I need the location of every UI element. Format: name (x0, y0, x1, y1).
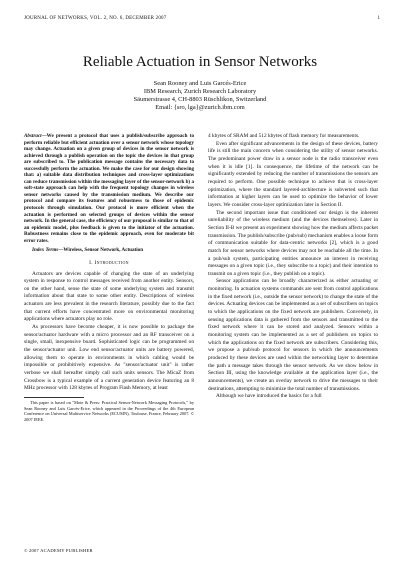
body-paragraph: Sensor applications can be broadly characterized as either actuating or monitoring. In actuation systems commands are sent from control applications in the fixed network (i.e., outside the sensor network) to change the state of the devices. Actuating devices can be implemented as a set of subscribers on topics to which the applications on the fixed network are publishers. Conversely, in sensing applications data is gathered from the sensors and transmitted to the fixed network where it can be stored and analyzed. Sensors within a monitoring system can be implemented as a set of publishers on topics to which the applications on the fixed network are subscribers. Considering this, we propose a pub/sub protocol for sensors in which the announcements produced by these devices are used within the networking layer to determine the path a message takes through the sensor network. As we show below in Section III, using the knowledge available at the application layer (i.e., the announcements), we create an overlay network to drive the messages to their destinations, attempting to minimize the total number of transmissions. (208, 278, 378, 392)
footnote: This paper is based on "Mote & Press: Practical Sensor-Network Messaging Protocols," by Sean Rooney and Luis Garcés-Erice, which appeared in the Proceedings of the 4th European Conference on Universal Multiservice Networks (ECUMN), Toulouse, France, February 2007. © 2007 IEEE. (24, 400, 194, 422)
section-heading-introduction: I. Introduction (89, 259, 129, 266)
author-email: Email: {sro, lga}@zurich.ibm.com (155, 104, 245, 111)
footnote-divider (24, 397, 84, 398)
body-paragraph: The second important issue that conditioned our design is the inherent unreliability of the wireless medium (and the devices themselves). Later in Section II-B we present an experiment showing how the medium affects packet transmission. The publish/subscribe (pub/sub) mechanism enables a loose form of communication suitable for data-centric networks [2], which is a good match for sensor networks where devices may not be reachable all the time. In a pub/sub system, participating entities announce an interest in receiving messages on a given topic (i.e., they subscribe to a topic) and their intention to transmit on a given topic (i.e., they publish on a topic). (208, 209, 378, 277)
page-number: 1 (377, 16, 380, 21)
abstract-text: —We present a protocol that uses a publish/subscribe approach to perform reliable but efficient actuation over a sensor network whose topology may change. Actuation on a given group of devices in the sensor network is achieved through a publish operation on the topic the devices in that group are subscribed to. The publication message contains the necessary data to successfully perform the actuation. We make the case for our design showing that: a) suitable data distribution techniques and cross-layer optimizations can reduce transmission within the messaging layer of the sensor-network b) a soft-state approach can help with the frequent topology changes in wireless sensor networks caused by the transmission medium. We describe our protocol and compare its features and robustness to those of epidemic protocols through simulation. Our protocol is more efficient when the actuation is performed on selected groups of devices within the sensor network. In the general case, the efficiency of our proposal is similar to that of an epidemic model, plus feedback is given to the initiator of the actuation. Robustness remains close to the epidemic approach, even for moderate bit error rates. (24, 133, 194, 244)
author-names: Sean Rooney and Luis Garcés-Erice (153, 80, 247, 87)
index-terms-label: Index Terms (32, 247, 59, 254)
abstract (24, 133, 194, 244)
body-paragraph: 4 kbytes of SRAM and 512 kbytes of flash memory for measurements. (208, 133, 360, 139)
author-affiliation: IBM Research, Zurich Research Laboratory (143, 88, 257, 95)
body-paragraph: Although we have introduced the basics for a full (216, 393, 322, 400)
right-column (208, 133, 378, 401)
paper-title: Reliable Actuation in Sensor Networks (82, 54, 318, 70)
author-address: Säumerstrasse 4, CH-8803 Rüschlikon, Switzerland (133, 96, 267, 103)
body-paragraph: Even after significant advancements in the design of these devices, battery life is still the main concern when considering the utility of sensor networks. The predominant power draw in a sensor node is the radio transceiver even when it is idle [1]. In consequence, the lifetime of the network can be significantly extended by reducing the number of transmissions the sensors are required to perform. One possible technique to achieve that is cross-layer optimization, where the standard layered-architecture is subverted such that information at higher layers can be used to optimize the behavior of lower layers. We consider cross-layer optimization later in Section II. (208, 140, 378, 208)
body-paragraph: Actuators are devices capable of changing the state of an underlying system in response to control messages received from another entity. Sensors, on the other hand, sense the state of some underlying system and transmit information about that state to some other entity. Descriptions of wireless actuators are less prevalent in the research literature, possibly due to the fact that current efforts have concentrated more on environmental monitoring applications where actuators play no role. (24, 270, 194, 323)
index-terms-text: —Wireless, Sensor Network, Actuation (58, 247, 144, 254)
left-column (24, 133, 194, 422)
publisher-copyright: © 2007 ACADEMY PUBLISHER (24, 548, 93, 553)
author-block (0, 80, 400, 112)
body-paragraph: As processors have become cheaper, it is now possible to package the sensor/actuator hardware with a micro processor and an RF transceiver on a single, small, inexpensive board. Sophisticated logic can be programmed on the sensor/actuator unit. Low end sensor/actuator units are battery powered, allowing them to operate in environments in which cabling would be impossible or prohibitively expensive. As "sensor/actuator unit" is rather verbose we shall hereafter simply call such units sensors. The MicaZ from Crossbow is a typical example of a current generation device featuring an 8 MHz processor with 128 kbytes of Program Flash Memory, at least (24, 324, 194, 392)
abstract-label: Abstract (24, 133, 42, 139)
journal-running-head: JOURNAL OF NETWORKS, VOL. 2, NO. 6, DECEMBER 2007 (24, 16, 167, 21)
index-terms (24, 247, 194, 254)
